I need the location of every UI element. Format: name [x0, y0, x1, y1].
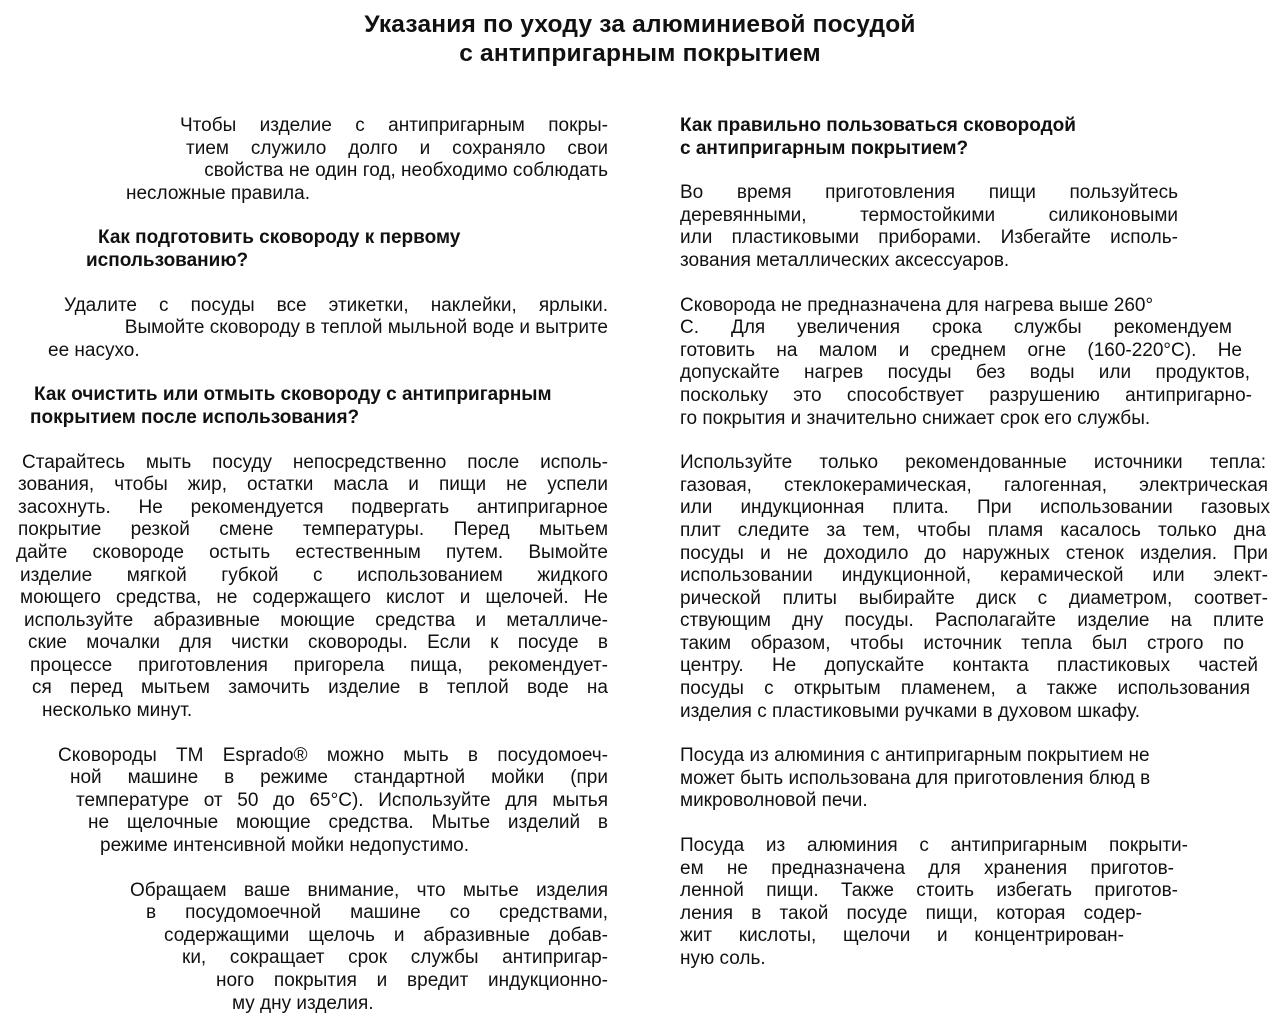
section-heading-usage	[680, 115, 1272, 160]
section-heading-clean	[14, 384, 608, 429]
text-line: ки, сокращает срок службы антипригар-	[182, 947, 608, 969]
microwave-paragraph	[680, 745, 1272, 813]
text-line: рической плиты выбирайте диск с диаметром, соответ-	[680, 587, 1268, 609]
text-line: Посуда из алюминия с антипригарным покрытием не	[680, 745, 1150, 767]
text-line: ствующим дну посуды. Располагайте изделие на плите	[680, 610, 1264, 632]
text-line: ся перед мытьем замочить изделие в теплой воде на	[32, 677, 608, 699]
text-line: ские мочалки для чистки сковороды. Если к посуде в	[28, 632, 608, 654]
text-line: дайте сковороде остыть естественным путем. Вымойте	[16, 541, 608, 563]
text-line: моющего средства, не содержащего кислот и щелочей. Не	[20, 587, 608, 609]
title-line-2: с антипригарным покрытием	[459, 40, 821, 67]
text-line: ленной пищи. Также стоить избегать приготов-	[680, 880, 1178, 902]
text-line: не щелочные моющие средства. Мытье изделий в	[88, 812, 608, 834]
storage-paragraph	[680, 835, 1272, 971]
text-line: Сковороды ТМ Esprado® можно мыть в посудомоеч-	[58, 744, 608, 766]
text-line: деревянными, термостойкими силиконовыми	[680, 204, 1178, 226]
intro-paragraph	[14, 115, 608, 205]
text-line: Чтобы изделие с антипригарным покры-	[180, 115, 608, 136]
heading-line: Как подготовить сковороду к первому	[98, 227, 461, 249]
left-column	[14, 115, 608, 1015]
text-line: таким образом, чтобы источник тепла был строго по	[680, 632, 1244, 654]
page-title	[0, 10, 1280, 68]
text-line: тием служило долго и сохраняло свои	[186, 137, 608, 159]
text-line: процессе приготовления пригорела пища, рекомендует-	[30, 654, 608, 676]
text-line: плит следите за тем, чтобы пламя касалось только дна	[680, 519, 1266, 541]
text-line: му дну изделия.	[232, 992, 374, 1014]
text-line: жит кислоты, щелочи и концентрирован-	[680, 925, 1124, 947]
text-line: поскольку это способствует разрушению антипригарно-	[680, 384, 1252, 406]
right-column	[680, 115, 1272, 971]
text-line: Посуда из алюминия с антипригарным покрыти-	[680, 835, 1188, 857]
heading-line: покрытием после использования?	[30, 406, 360, 428]
text-line: может быть использована для приготовления блюд в	[680, 767, 1151, 789]
text-line: изделие мягкой губкой с использованием жидкого	[20, 564, 608, 586]
heating-paragraph	[680, 295, 1252, 431]
text-line: несложные правила.	[126, 182, 310, 204]
heading-line: Как очистить или отмыть сковороду с антипригарным	[34, 384, 552, 406]
prepare-paragraph	[14, 295, 608, 363]
text-line: в посудомоечной машине со средствами,	[146, 902, 608, 924]
title-line-1: Указания по уходу за алюминиевой посудой	[364, 11, 916, 38]
text-line: Вымойте сковороду в теплой мыльной воде и вытрите	[124, 317, 608, 339]
text-line: свойства не один год, необходимо соблюдать	[204, 160, 608, 182]
text-line: Обращаем ваше внимание, что мытье изделия	[130, 879, 608, 901]
dishwasher-paragraph	[14, 745, 608, 858]
text-line: посуды и не доходило до наружных стенок изделия. При	[680, 542, 1268, 564]
text-line: ления в такой посуде пищи, которая содер-	[680, 902, 1142, 924]
utensils-paragraph	[680, 182, 1178, 272]
text-line: Сковорода не предназначена для нагрева выше 260°	[680, 294, 1154, 316]
text-line: готовить на малом и среднем огне (160-220°С). Не	[680, 339, 1242, 361]
clean-paragraph	[14, 452, 608, 723]
text-line: ную соль.	[680, 948, 766, 969]
text-line: засохнуть. Не рекомендуется подвергать антипригарное	[18, 496, 608, 518]
text-line: ее насухо.	[48, 339, 140, 361]
text-line: ем не предназначена для хранения приготов-	[680, 857, 1174, 879]
text-line: зования металлических аксессуаров.	[680, 249, 1010, 271]
text-line: покрытие резкой смене температуры. Перед мытьем	[18, 519, 608, 541]
text-line: несколько минут.	[42, 700, 193, 722]
section-heading-prepare	[14, 227, 608, 272]
text-line: центру. Не допускайте контакта пластиковых частей	[680, 655, 1258, 677]
text-line: го покрытия и значительно снижает срок его службы.	[680, 407, 1151, 429]
text-line: Старайтесь мыть посуду непосредственно после исполь-	[22, 451, 608, 473]
text-line: используйте абразивные моющие средства и металличе-	[24, 609, 608, 631]
heat-sources-paragraph	[680, 452, 1270, 723]
text-line: С. Для увеличения срока службы рекомендуем	[680, 317, 1232, 339]
text-line: использовании индукционной, керамической или элект-	[680, 565, 1268, 587]
heading-line: использованию?	[86, 249, 249, 271]
heading-line: Как правильно пользоваться сковородой	[680, 115, 1076, 136]
attention-paragraph	[14, 880, 608, 1016]
text-line: посуды с открытым пламенем, а также использования	[680, 678, 1250, 700]
text-line: температуре от 50 до 65°С). Используйте для мытья	[76, 789, 608, 811]
text-line: или индукционная плита. При использовании газовых	[680, 497, 1270, 519]
text-line: зования, чтобы жир, остатки масла и пищи не успели	[18, 474, 608, 496]
text-line: ного покрытия и вредит индукционно-	[216, 970, 608, 991]
text-line: изделия с пластиковыми ручками в духовом шкафу.	[680, 700, 1140, 722]
text-line: Удалите с посуды все этикетки, наклейки, ярлыки.	[64, 294, 608, 316]
text-line: газовая, стеклокерамическая, галогенная, электрическая	[680, 474, 1268, 496]
text-line: ной машине в режиме стандартной мойки (при	[70, 767, 608, 789]
text-line: Во время приготовления пищи пользуйтесь	[680, 182, 1178, 204]
text-line: или пластиковыми приборами. Избегайте исполь-	[680, 227, 1178, 249]
text-line: содержащими щелочь и абразивные добав-	[164, 924, 608, 946]
text-line: Используйте только рекомендованные источники тепла:	[680, 452, 1266, 474]
text-line: допускайте нагрев посуды без воды или продуктов,	[680, 362, 1250, 384]
text-line: микроволновой печи.	[680, 790, 868, 812]
heading-line: с антипригарным покрытием?	[680, 137, 969, 159]
text-line: режиме интенсивной мойки недопустимо.	[100, 835, 470, 857]
